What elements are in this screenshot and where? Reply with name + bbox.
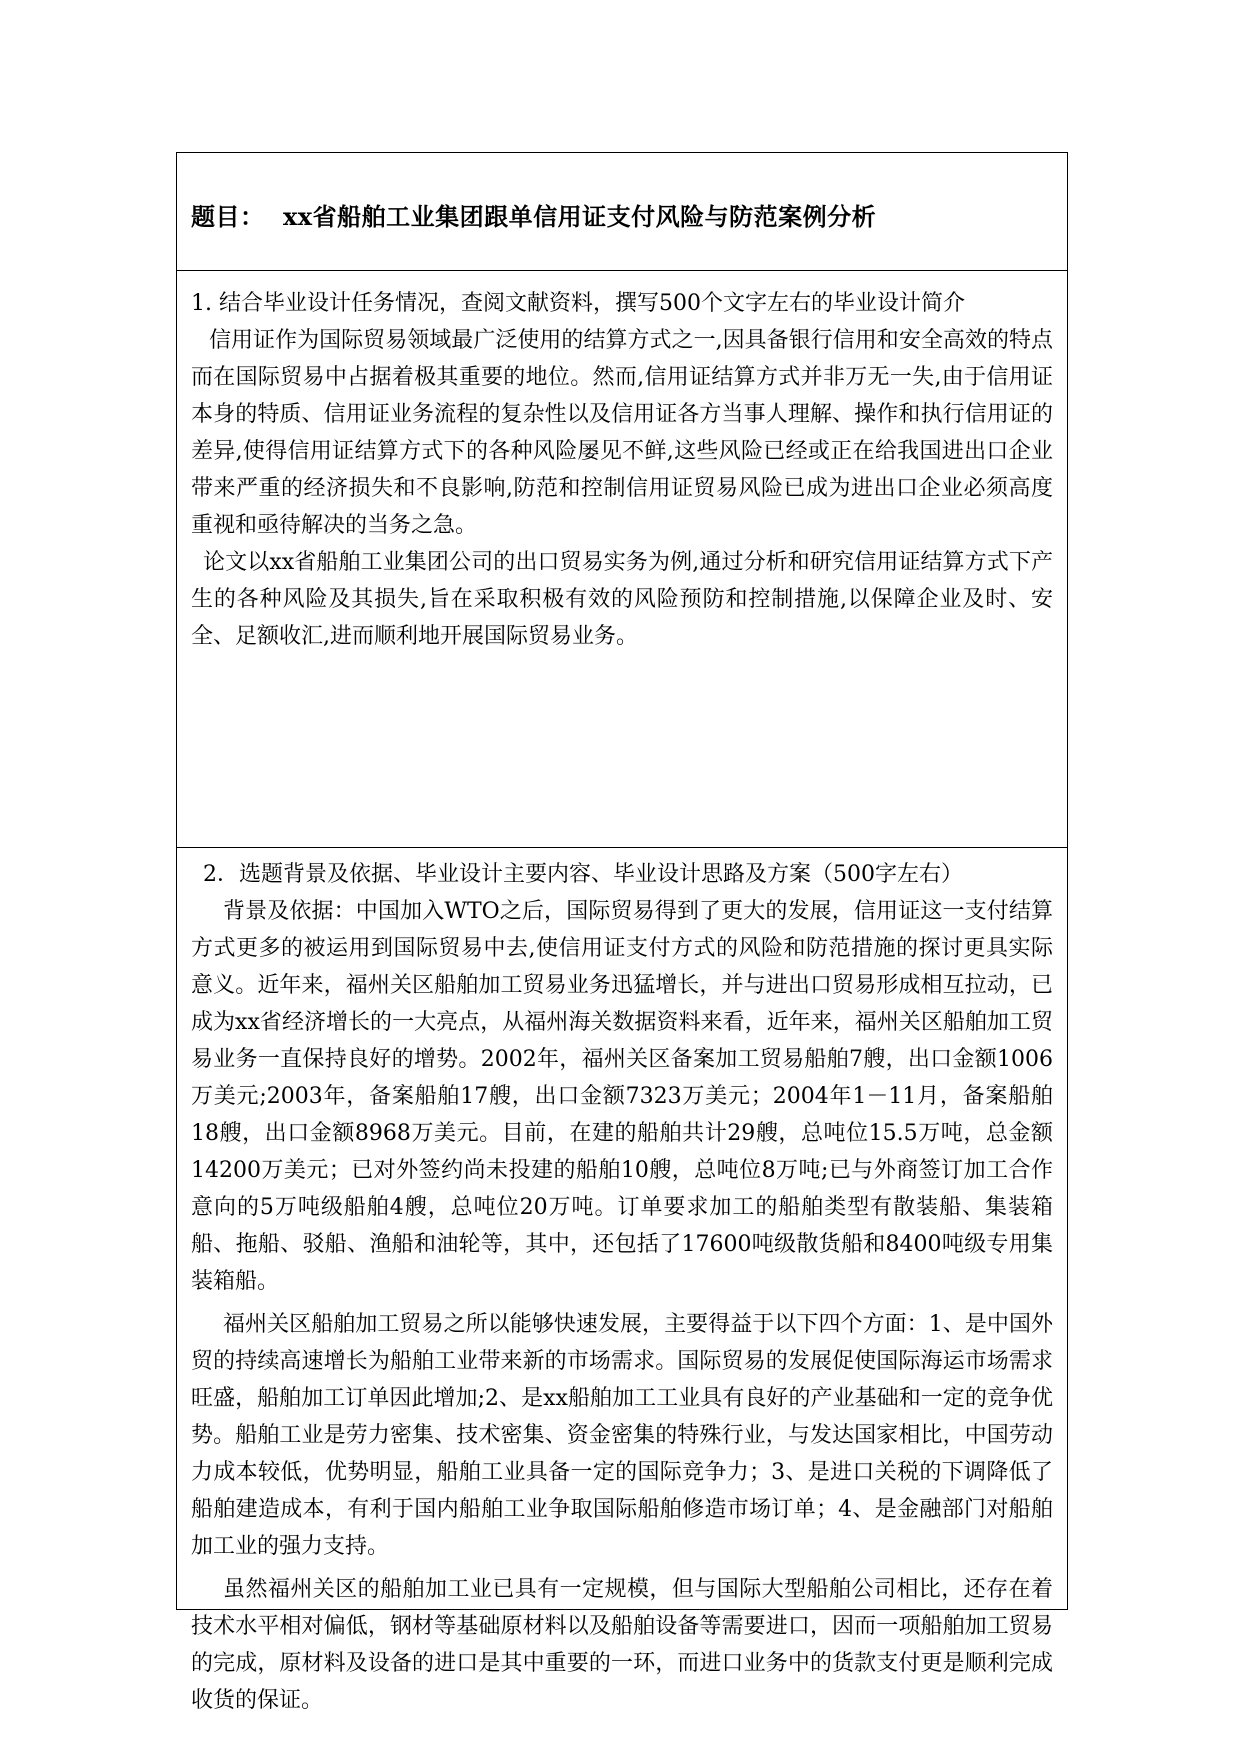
section-2-cell: [177, 848, 1067, 1713]
section-1-paragraph-2: 论文以xx省船舶工业集团公司的出口贸易实务为例,通过分析和研究信用证结算方式下产生的各种风险及其损失,旨在采取积极有效的风险预防和控制措施,以保障企业及时、安全、足额收汇,进而顺利地开展国际贸易业务。: [191, 550, 1053, 649]
section-2-paragraph-3: 虽然福州关区的船舶加工业已具有一定规模，但与国际大型船舶公司相比，还存在着技术水平相对偏低，钢材等基础原材料以及船舶设备等需要进口，因而一项船舶加工贸易的完成，原材料及设备的进口是其中重要的一环，而进口业务中的货款支付更是顺利完成收货的保证。: [191, 1577, 1053, 1713]
title-label: 题目：: [191, 202, 265, 231]
section-1-cell: [177, 271, 1067, 848]
section-2-paragraph-1: 背景及依据：中国加入WTO之后，国际贸易得到了更大的发展，信用证这一支付结算方式更多的被运用到国际贸易中去,使信用证支付方式的风险和防范措施的探讨更具实际意义。近年来，福州关区船舶加工贸易业务迅猛增长，并与进出口贸易形成相互拉动，已成为xx省经济增长的一大亮点，从福州海关数据资料来看，近年来，福州关区船舶加工贸易业务一直保持良好的增势。2002年，福州关区备案加工贸易船舶7艘，出口金额1006万美元;2003年，备案船舶17艘，出口金额7323万美元；2004年1－11月，备案船舶18艘，出口金额8968万美元。目前，在建的船舶共计29艘，总吨位15.5万吨，总金额14200万美元；已对外签约尚未投建的船舶10艘，总吨位8万吨;已与外商签订加工合作意向的5万吨级船舶4艘，总吨位20万吨。订单要求加工的船舶类型有散装船、集装箱船、拖船、驳船、渔船和油轮等，其中，还包括了17600吨级散货船和8400吨级专用集装箱船。: [191, 899, 1053, 1294]
section-1-body: [191, 285, 1053, 655]
title-text: xx省船舶工业集团跟单信用证支付风险与防范案例分析: [283, 202, 877, 231]
title-row: [177, 153, 1067, 271]
section-1-paragraph-1: 信用证作为国际贸易领域最广泛使用的结算方式之一,因具备银行信用和安全高效的特点而在国际贸易中占据着极其重要的地位。然而,信用证结算方式并非万无一失,由于信用证本身的特质、信用证业务流程的复杂性以及信用证各方当事人理解、操作和执行信用证的差异,使得信用证结算方式下的各种风险屡见不鲜,这些风险已经或正在给我国进出口企业带来严重的经济损失和不良影响,防范和控制信用证贸易风险已成为进出口企业必须高度重视和亟待解决的当务之急。: [191, 328, 1053, 538]
section-2-body: [191, 856, 1053, 1719]
section-2-heading: 2．选题背景及依据、毕业设计主要内容、毕业设计思路及方案（500字左右）: [203, 862, 963, 887]
page-title: [191, 197, 876, 232]
section-2-paragraph-2: 福州关区船舶加工贸易之所以能够快速发展，主要得益于以下四个方面：1、是中国外贸的持续高速增长为船舶工业带来新的市场需求。国际贸易的发展促使国际海运市场需求旺盛，船舶加工订单因此增加;2、是xx船舶加工工业具有良好的产业基础和一定的竞争优势。船舶工业是劳力密集、技术密集、资金密集的特殊行业，与发达国家相比，中国劳动力成本较低，优势明显，船舶工业具备一定的国际竞争力；3、是进口关税的下调降低了船舶建造成本，有利于国内船舶工业争取国际船舶修造市场订单；4、是金融部门对船舶加工业的强力支持。: [191, 1312, 1053, 1559]
form-table: [176, 152, 1068, 1713]
section-1-heading: 1. 结合毕业设计任务情况，查阅文献资料，撰写500个文字左右的毕业设计简介: [191, 291, 965, 316]
